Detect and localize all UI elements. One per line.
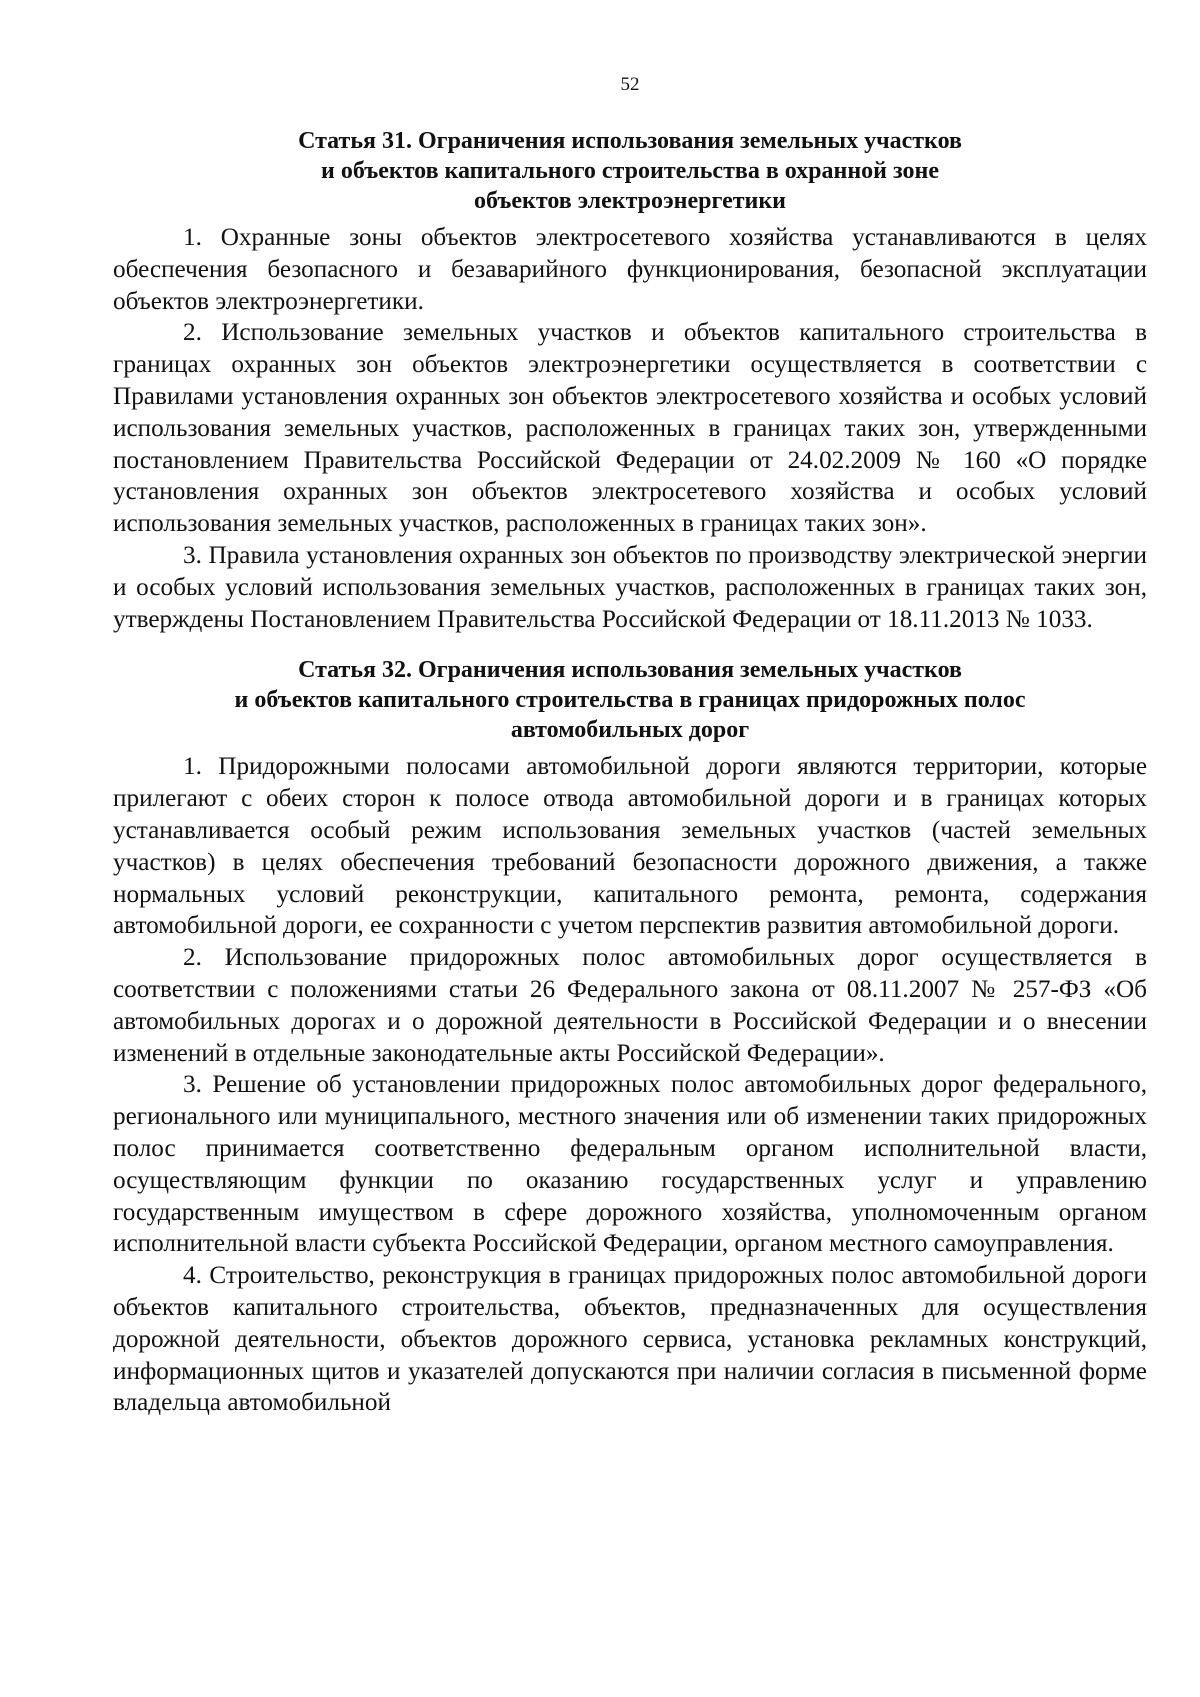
article-32-paragraph-4: 4. Строительство, реконструкция в границах придорожных полос автомобильной дороги объектов капитального строительства, объектов, предназначенных для осуществления дорожной деятельности, объектов дорожного сервиса, установка рекламных конструкций, информационных щитов и указателей допускаются при наличии согласия в письменной форме владельца автомобильной <box>113 1262 1147 1417</box>
heading-line: объектов электроэнергетики <box>473 188 787 214</box>
heading-line: и объектов капитального строительства в охранной зоне <box>320 158 939 184</box>
article-32-paragraph-3: 3. Решение об установлении придорожных полос автомобильных дорог федерального, регионального или муниципального, местного значения или об изменении таких придорожных полос принимается соответственно федеральным органом исполнительной власти, осуществляющим функции по оказанию государственных услуг и управлению государственным имуществом в сфере дорожного хозяйства, уполномоченным органом исполнительной власти субъекта Российской Федерации, органом местного самоуправления. <box>113 1071 1147 1258</box>
heading-line: автомобильных дорог <box>510 717 750 744</box>
article-32-paragraph-2: 2. Использование придорожных полос автомобильных дорог осуществляется в соответствии с положениями статьи 26 Федерального закона от 08.11.2007 № 257-ФЗ «Об автомобильных дорогах и о дорожной деятельности в Российской Федерации и о внесении изменений в отдельные законодательные акты Российской Федерации». <box>113 944 1147 1067</box>
heading-line: Статья 32. Ограничения использования земельных участков <box>298 657 962 684</box>
article-31-paragraph-2: 2. Использование земельных участков и объектов капитального строительства в границах охранных зон объектов электроэнергетики осуществляется в соответствии с Правилами установления охранных зон объектов электросетевого хозяйства и особых условий использования земельных участков, расположенных в границах таких зон, утвержденными постановлением Правительства Российской Федерации от 24.02.2009 № 160 «О порядке установления охранных зон объектов электросетевого хозяйства и особых условий использования земельных участков, расположенных в границах таких зон». <box>113 319 1147 538</box>
article-31-heading <box>113 126 1147 216</box>
page-number: 52 <box>620 74 640 95</box>
heading-line: и объектов капитального строительства в границах придорожных полос <box>234 687 1026 714</box>
document-page <box>113 0 1147 1419</box>
article-32-paragraph-1: 1. Придорожными полосами автомобильной дороги являются территории, которые прилегают с обеих сторон к полосе отвода автомобильной дороги и в границах которых устанавливается особый режим использования земельных участков (частей земельных участков) в целях обеспечения требований безопасности дорожного движения, а также нормальных условий реконструкции, капитального ремонта, ремонта, содержания автомобильной дороги, ее сохранности с учетом перспектив развития автомобильной дороги. <box>113 753 1147 940</box>
heading-line: Статья 31. Ограничения использования земельных участков <box>298 128 962 154</box>
article-31-paragraph-3: 3. Правила установления охранных зон объектов по производству электрической энергии и особых условий использования земельных участков, расположенных в границах таких зон, утверждены Постановлением Правительства Российской Федерации от 18.11.2013 № 1033. <box>113 541 1147 633</box>
article-31-paragraph-1: 1. Охранные зоны объектов электросетевого хозяйства устанавливаются в целях обеспечения безопасного и безаварийного функционирования, безопасной эксплуатации объектов электроэнергетики. <box>113 224 1147 315</box>
article-32-heading <box>113 655 1147 745</box>
